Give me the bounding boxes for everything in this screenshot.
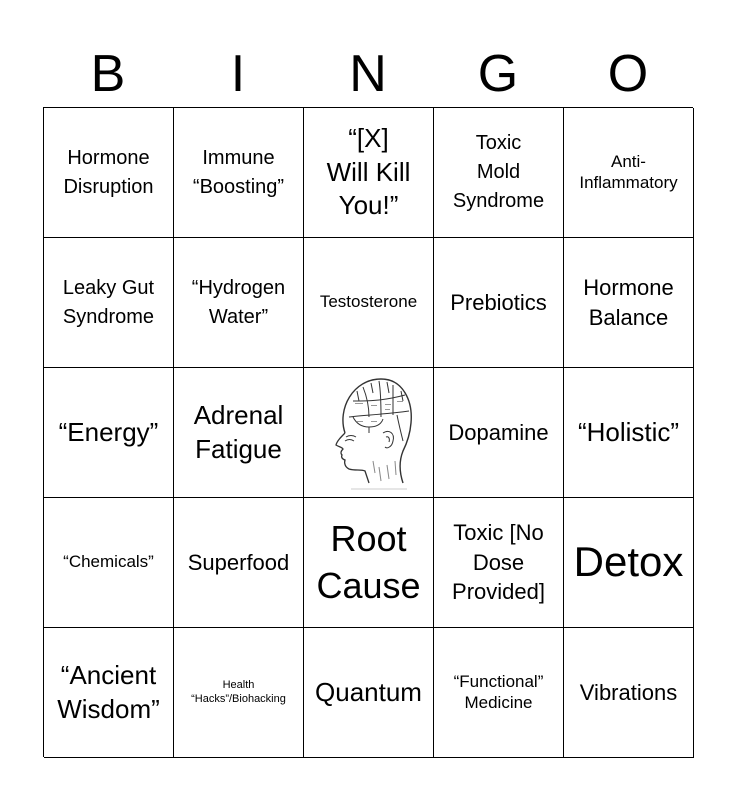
bingo-cell[interactable]: Testosterone <box>304 238 434 368</box>
bingo-cell[interactable]: Leaky Gut Syndrome <box>44 238 174 368</box>
bingo-cell[interactable]: “Hydrogen Water” <box>174 238 304 368</box>
bingo-header <box>43 40 693 108</box>
bingo-cell[interactable]: “Ancient Wisdom” <box>44 628 174 758</box>
bingo-cell[interactable]: Vibrations <box>564 628 694 758</box>
bingo-cell[interactable]: Toxic [No Dose Provided] <box>434 498 564 628</box>
bingo-cell[interactable]: Root Cause <box>304 498 434 628</box>
bingo-cell[interactable]: Detox <box>564 498 694 628</box>
bingo-cell[interactable]: “Holistic” <box>564 368 694 498</box>
bingo-cell[interactable]: “[X] Will Kill You!” <box>304 108 434 238</box>
header-letter-g: G <box>477 45 519 103</box>
header-letter-o: O <box>607 45 649 103</box>
bingo-cell[interactable]: Superfood <box>174 498 304 628</box>
bingo-cell[interactable]: Dopamine <box>434 368 564 498</box>
bingo-cell[interactable]: Hormone Disruption <box>44 108 174 238</box>
bingo-cell[interactable]: “Chemicals” <box>44 498 174 628</box>
bingo-cell[interactable]: “Functional” Medicine <box>434 628 564 758</box>
bingo-cell[interactable]: Hormone Balance <box>564 238 694 368</box>
header-letter-i: I <box>230 45 246 103</box>
bingo-cell[interactable]: Quantum <box>304 628 434 758</box>
bingo-cell[interactable]: Immune “Boosting” <box>174 108 304 238</box>
bingo-cell[interactable]: Anti- Inflammatory <box>564 108 694 238</box>
bingo-cell[interactable]: Health “Hacks”/Biohacking <box>174 628 304 758</box>
bingo-cell[interactable]: “Energy” <box>44 368 174 498</box>
free-space-cell[interactable] <box>304 368 434 498</box>
header-letter-n: N <box>349 45 387 103</box>
bingo-board <box>43 107 693 757</box>
bingo-cell[interactable]: Adrenal Fatigue <box>174 368 304 498</box>
bingo-cell[interactable]: Prebiotics <box>434 238 564 368</box>
bingo-cell[interactable]: Toxic Mold Syndrome <box>434 108 564 238</box>
header-letter-b: B <box>90 45 126 103</box>
phrenology-head-icon <box>323 371 415 495</box>
